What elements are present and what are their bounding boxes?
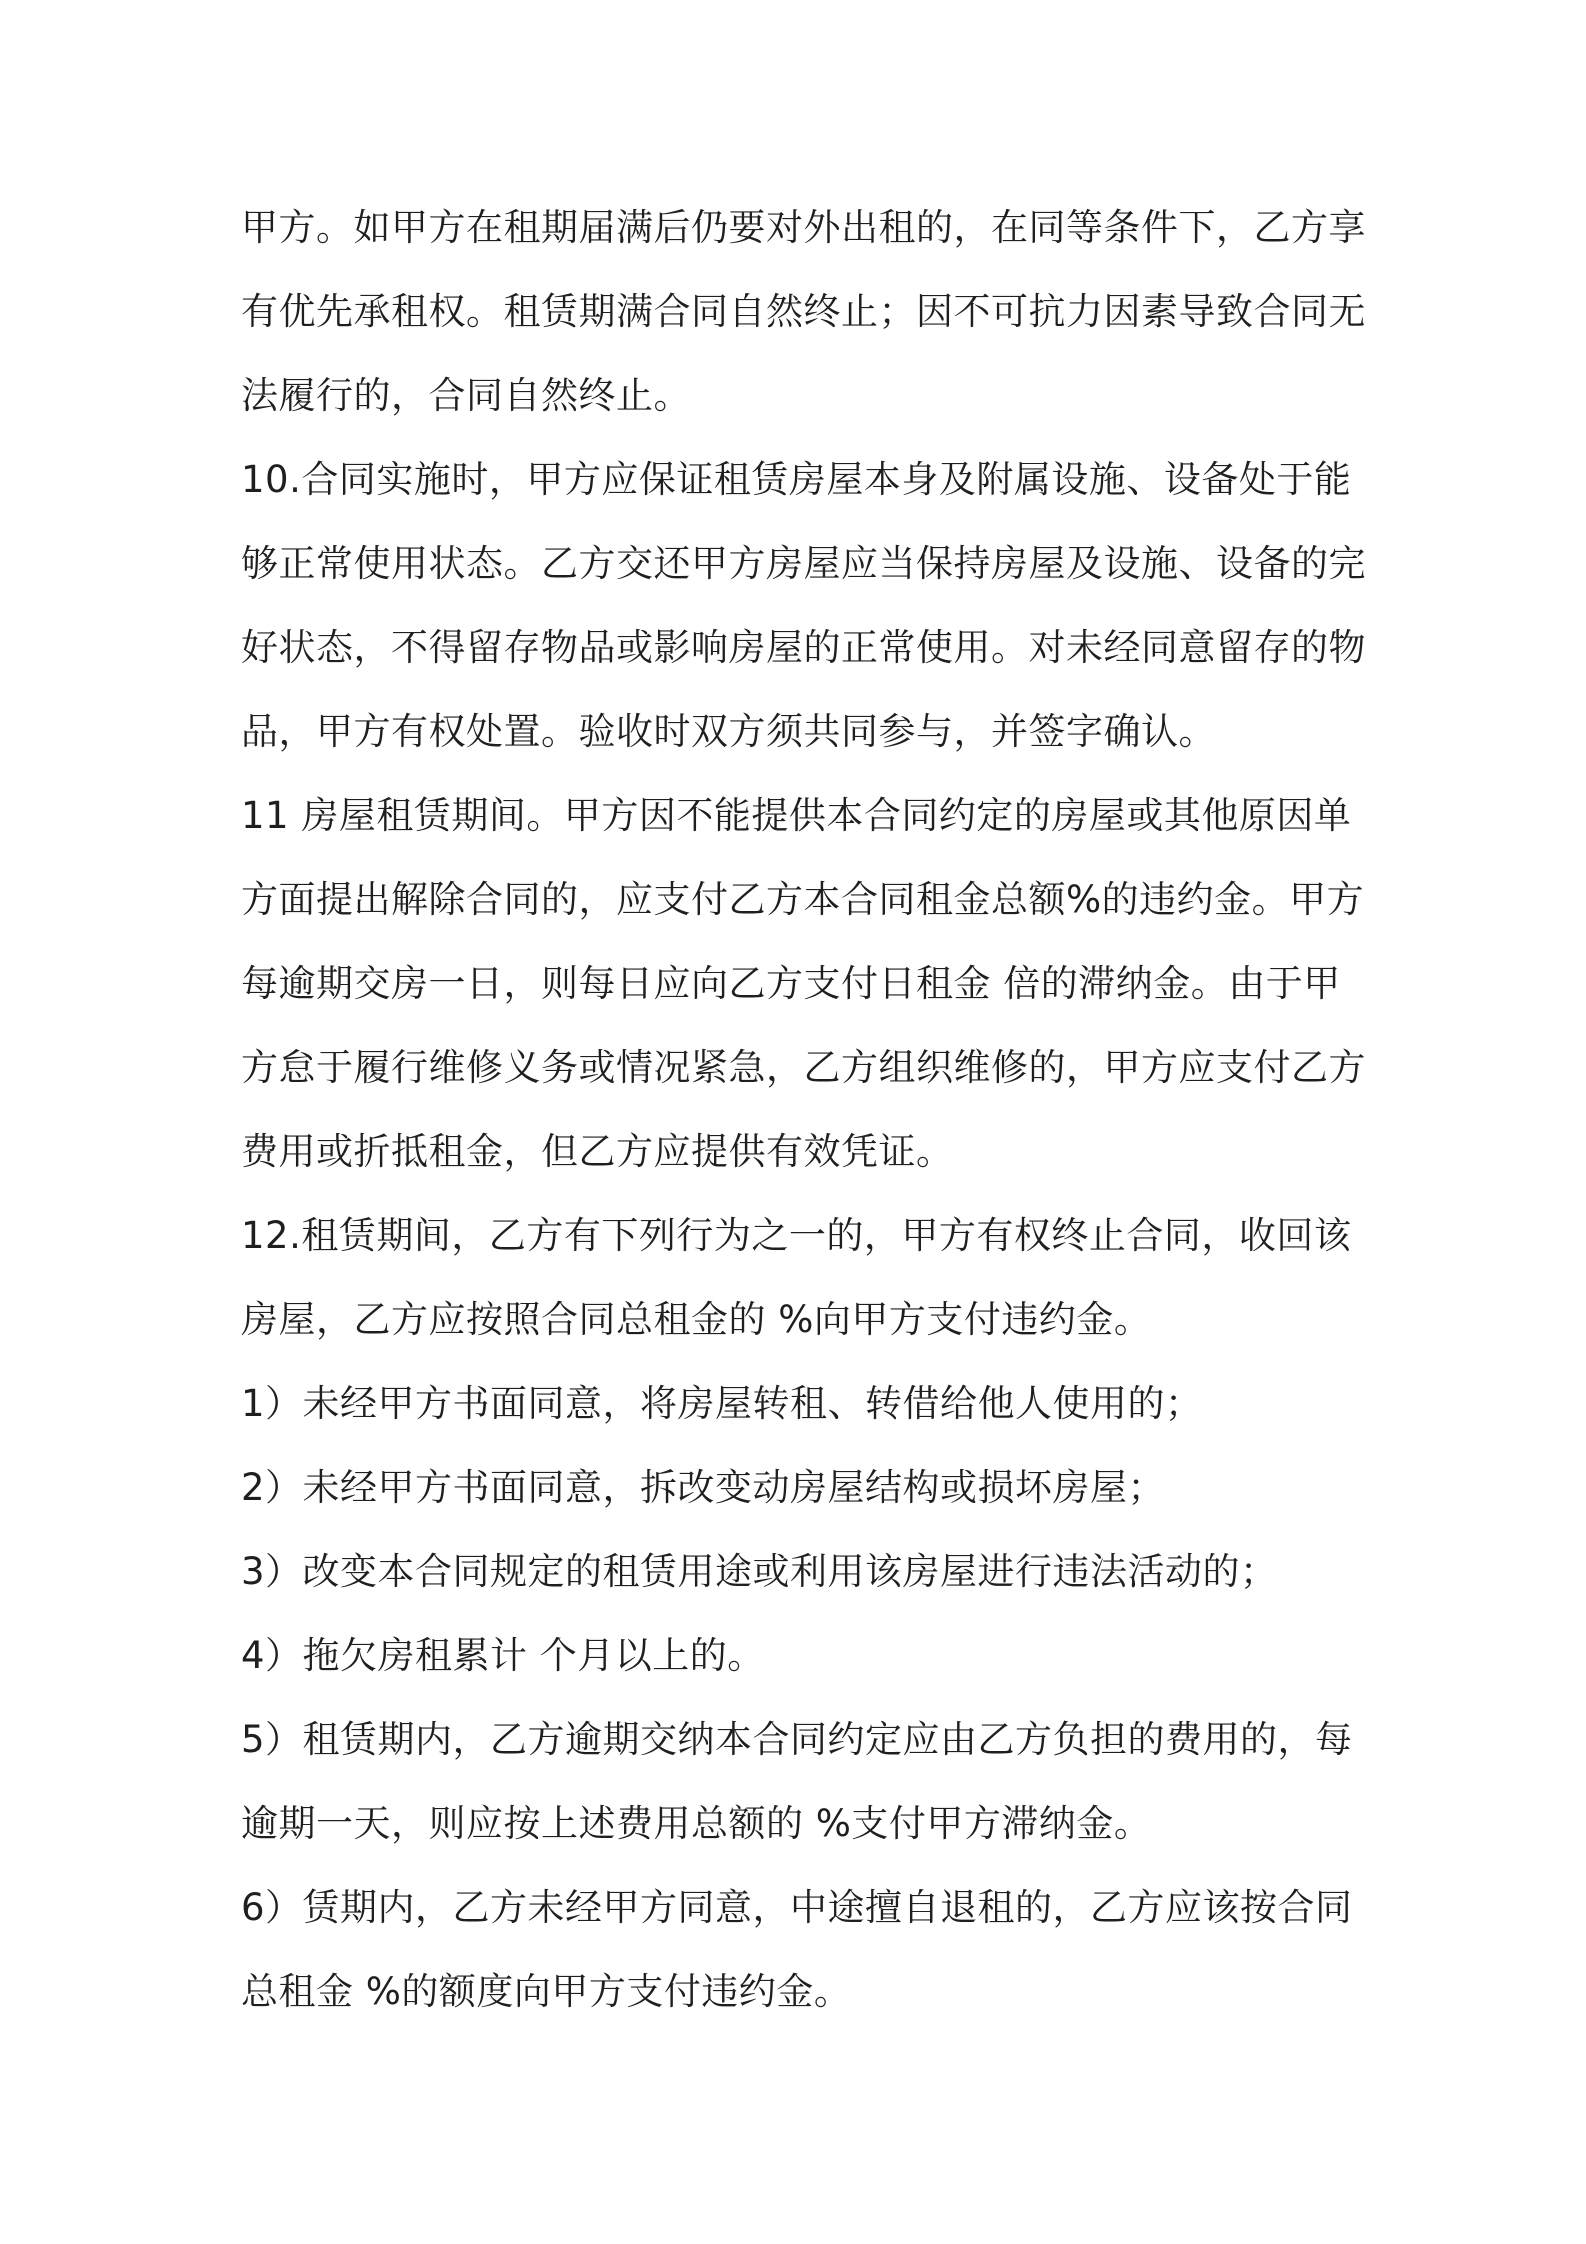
text-line: 够正常使用状态。乙方交还甲方房屋应当保持房屋及设施、设备的完 [241,542,1366,585]
text-line: 法履行的，合同自然终止。 [241,374,691,417]
text-line: 房屋，乙方应按照合同总租金的 %向甲方支付违约金。 [241,1298,1152,1341]
text-line: 有优先承租权。租赁期满合同自然终止；因不可抗力因素导致合同无 [241,290,1366,333]
clause-12-line: 12.租赁期间，乙方有下列行为之一的，甲方有权终止合同，收回该 [241,1214,1352,1257]
document-body [241,186,1366,2034]
list-item-2: 2）未经甲方书面同意，拆改变动房屋结构或损坏房屋； [241,1466,1166,1509]
text-line: 费用或折抵租金，但乙方应提供有效凭证。 [241,1130,954,1173]
list-item-6: 6）赁期内，乙方未经甲方同意，中途擅自退租的，乙方应该按合同 [241,1886,1353,1929]
list-item-1: 1）未经甲方书面同意，将房屋转租、转借给他人使用的； [241,1382,1203,1425]
list-item-4: 4）拖欠房租累计 个月以上的。 [241,1634,765,1677]
clause-10-line: 10.合同实施时，甲方应保证租赁房屋本身及附属设施、设备处于能 [241,458,1352,501]
text-line: 每逾期交房一日，则每日应向乙方支付日租金 倍的滞纳金。由于甲 [241,962,1341,1005]
list-item-3: 3）改变本合同规定的租赁用途或利用该房屋进行违法活动的； [241,1550,1278,1593]
text-line: 品，甲方有权处置。验收时双方须共同参与，并签字确认。 [241,710,1216,753]
list-item-5: 5）租赁期内，乙方逾期交纳本合同约定应由乙方负担的费用的，每 [241,1718,1353,1761]
text-line: 好状态，不得留存物品或影响房屋的正常使用。对未经同意留存的物 [241,626,1366,669]
text-line: 甲方。如甲方在租期届满后仍要对外出租的，在同等条件下，乙方享 [241,206,1366,249]
text-line: 方怠于履行维修义务或情况紧急，乙方组织维修的，甲方应支付乙方 [241,1046,1366,1089]
text-line: 总租金 %的额度向甲方支付违约金。 [241,1970,852,2013]
text-line: 方面提出解除合同的，应支付乙方本合同租金总额%的违约金。甲方 [241,878,1365,921]
clause-11-line: 11 房屋租赁期间。甲方因不能提供本合同约定的房屋或其他原因单 [241,794,1352,837]
text-line: 逾期一天，则应按上述费用总额的 %支付甲方滞纳金。 [241,1802,1152,1845]
